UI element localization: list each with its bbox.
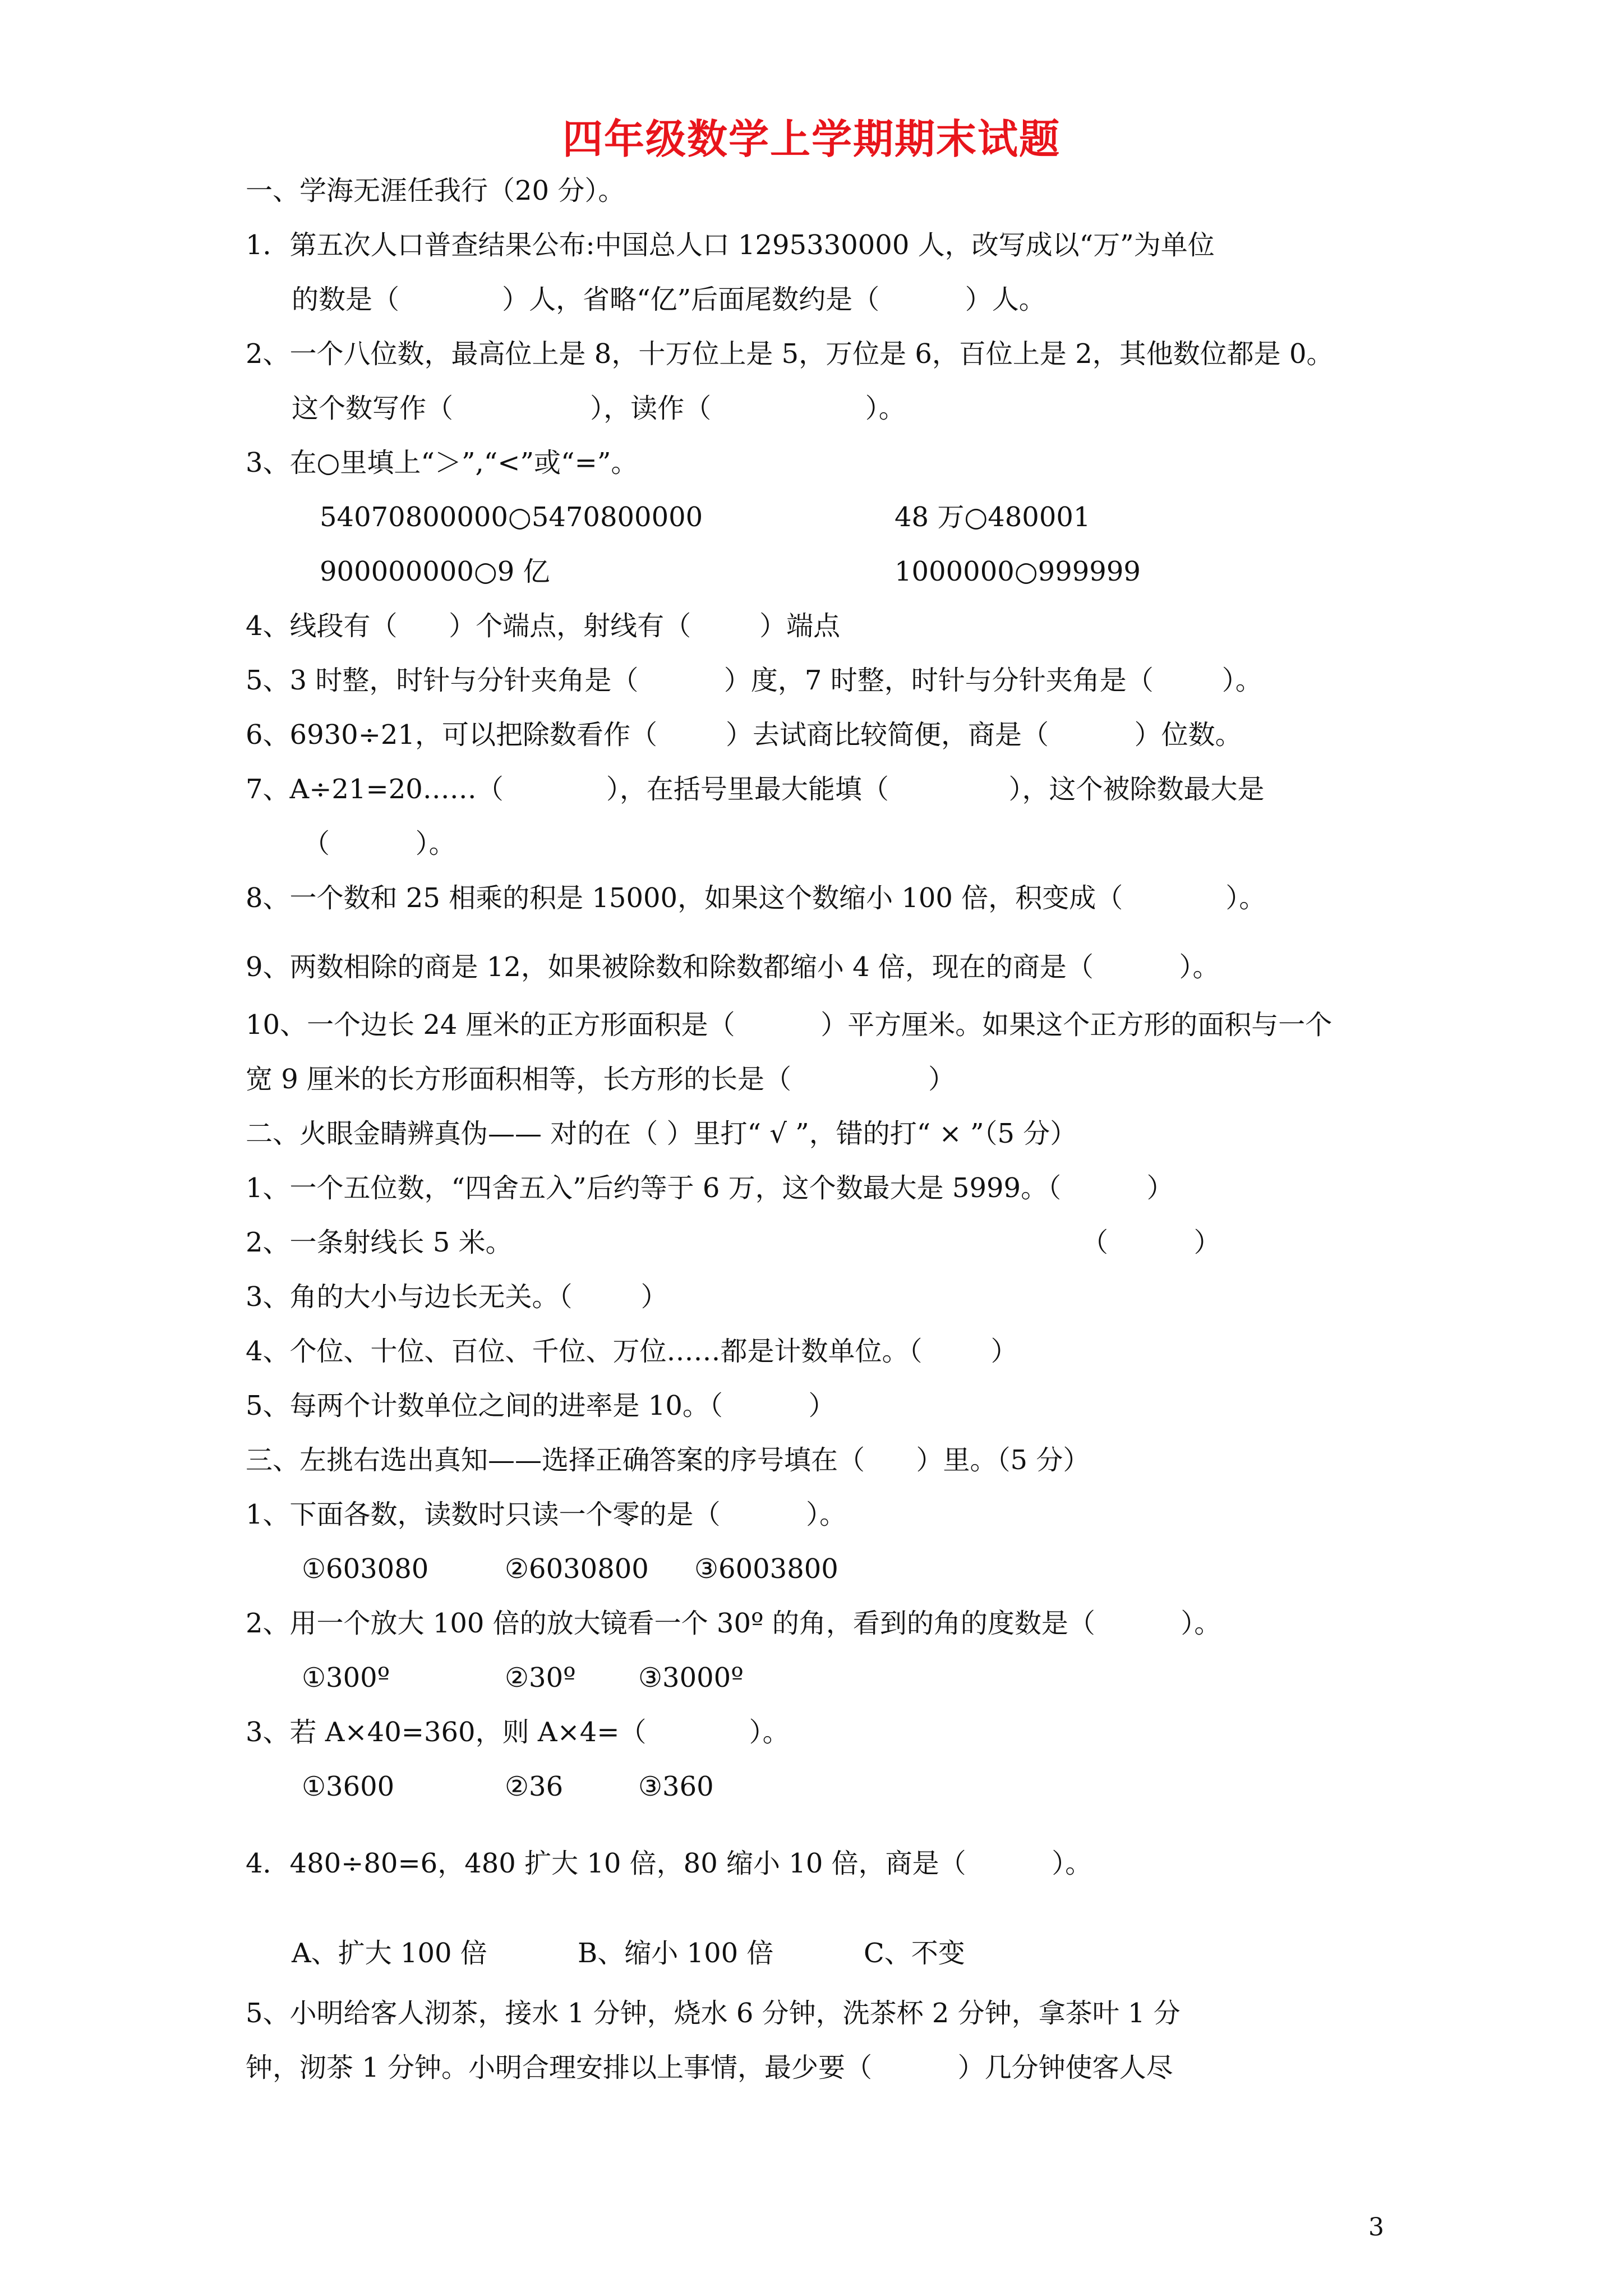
question-line: 1．第五次人口普查结果公布:中国总人口 1295330000 人，改写成以“万”为单位 — [246, 229, 1215, 261]
question-line: 2、一条射线长 5 米。 — [246, 1227, 513, 1258]
section-1-heading: 一、学海无涯任我行（20 分）。 — [246, 175, 625, 206]
compare-item: 48 万○480001 — [895, 501, 1091, 533]
page-number: 3 — [1368, 2213, 1384, 2242]
question-line: 1、下面各数，读数时只读一个零的是（ ）。 — [246, 1499, 847, 1530]
section-3-heading: 三、左挑右选出真知——选择正确答案的序号填在（ ）里。（5 分） — [246, 1444, 1090, 1476]
question-line: 2、用一个放大 100 倍的放大镜看一个 30º 的角，看到的角的度数是（ ）。 — [246, 1608, 1221, 1639]
choice-option: ②36 — [505, 1771, 564, 1802]
question-line: 宽 9 厘米的长方形面积相等，长方形的长是（ ） — [246, 1064, 956, 1095]
compare-item: 900000000○9 亿 — [320, 556, 550, 587]
choice-option: ③360 — [638, 1771, 714, 1802]
question-line: 5、小明给客人沏茶，接水 1 分钟，烧水 6 分钟，洗茶杯 2 分钟，拿茶叶 1 分 — [246, 1998, 1181, 2029]
question-line: 10、一个边长 24 厘米的正方形面积是（ ）平方厘米。如果这个正方形的面积与一个 — [246, 1009, 1332, 1041]
question-line: 2、一个八位数，最高位上是 8，十万位上是 5，万位是 6，百位上是 2，其他数位都是 0。 — [246, 338, 1334, 370]
question-line: 9、两数相除的商是 12，如果被除数和除数都缩小 4 倍，现在的商是（ ）。 — [246, 951, 1220, 983]
choice-option: ②30º — [505, 1662, 576, 1694]
question-line: 8、一个数和 25 相乘的积是 15000，如果这个数缩小 100 倍，积变成（ ）。 — [246, 882, 1266, 914]
section-2-heading: 二、火眼金睛辨真伪—— 对的在（ ）里打“ √ ”，错的打“ × ”（5 分） — [246, 1118, 1077, 1149]
question-line: （ ）。 — [303, 828, 456, 859]
choice-option: ②6030800 — [505, 1553, 649, 1585]
question-line: 3、角的大小与边长无关。（ ） — [246, 1281, 668, 1313]
question-line: 7、A÷21=20……（ ），在括号里最大能填（ ），这个被除数最大是 — [246, 774, 1265, 805]
question-line: 4．480÷80=6，480 扩大 10 倍，80 缩小 10 倍，商是（ ）。 — [246, 1848, 1092, 1879]
answer-bracket: （ ） — [1081, 1227, 1221, 1258]
question-line: 的数是（ ）人，省略“亿”后面尾数约是（ ）人。 — [292, 284, 1046, 315]
question-line: 4、线段有（ ）个端点，射线有（ ）端点 — [246, 610, 841, 642]
question-line: 6、6930÷21，可以把除数看作（ ）去试商比较简便，商是（ ）位数。 — [246, 719, 1242, 751]
question-line: 5、3 时整，时针与分针夹角是（ ）度，7 时整，时针与分针夹角是（ ）。 — [246, 665, 1262, 696]
question-line: 4、个位、十位、百位、千位、万位……都是计数单位。（ ） — [246, 1336, 1018, 1367]
question-line: 1、一个五位数，“四舍五入”后约等于 6 万，这个数最大是 5999。（ ） — [246, 1172, 1174, 1204]
compare-item: 54070800000○5470800000 — [320, 501, 703, 533]
choice-option: ③3000º — [638, 1662, 744, 1694]
question-line: 3、在○里填上“＞”,“<”或“=”。 — [246, 447, 638, 478]
question-line: 钟，沏茶 1 分钟。小明合理安排以上事情，最少要（ ）几分钟使客人尽 — [246, 2052, 1173, 2083]
page-title: 四年级数学上学期期末试题 — [562, 115, 1061, 163]
compare-item: 1000000○999999 — [895, 556, 1141, 587]
question-line: 这个数写作（ ），读作（ ）。 — [292, 393, 906, 424]
choice-option: ①300º — [302, 1662, 390, 1694]
choice-option: ①3600 — [302, 1771, 395, 1802]
choice-option: ③6003800 — [694, 1553, 838, 1585]
question-line: 5、每两个计数单位之间的进率是 10。（ ） — [246, 1390, 836, 1421]
choice-option: B、缩小 100 倍 — [578, 1938, 774, 1969]
choice-option: A、扩大 100 倍 — [292, 1938, 487, 1969]
choice-option: ①603080 — [302, 1553, 429, 1585]
choice-option: C、不变 — [864, 1938, 965, 1969]
question-line: 3、若 A×40=360，则 A×4=（ ）。 — [246, 1717, 790, 1748]
